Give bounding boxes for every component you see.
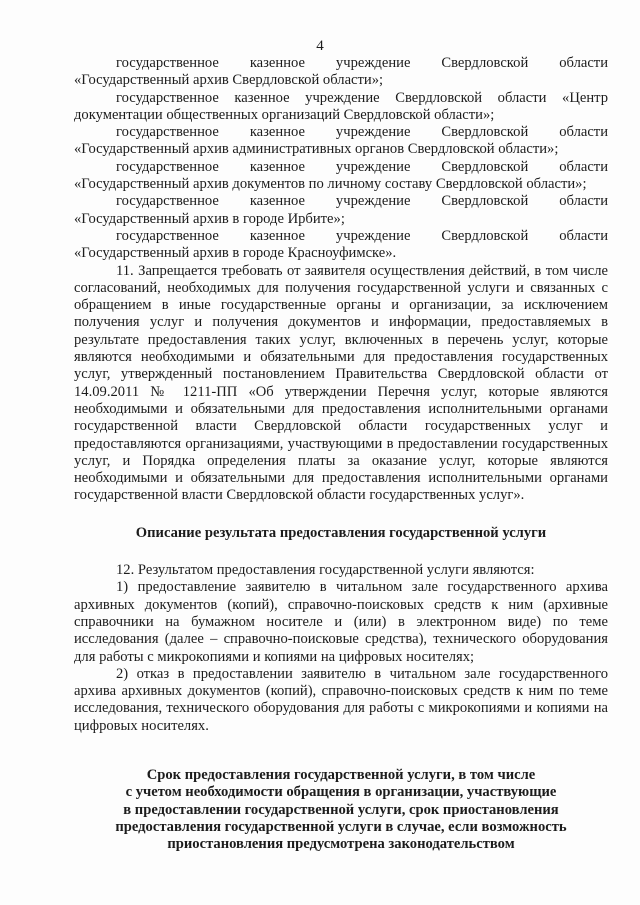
archive-item-5: государственное казенное учреждение Свердловской области «Государственный архив в городе Ирбите»; [74, 193, 608, 227]
archive-item-6: государственное казенное учреждение Свердловской области «Государственный архив в городе Красноуфимске». [74, 227, 608, 262]
archive-item-3: государственное казенное учреждение Свердловской области «Государственный архив административных органов Свердловской области»; [74, 124, 608, 158]
document-body [74, 55, 608, 853]
clause-12-intro: 12. Результатом предоставления государственной услуги являются: [116, 562, 535, 579]
clause-12-item-2: 2) отказ в предоставлении заявителю в читальном зале государственного архива архивных документов (копий), справочно-поисковых средств к ним по теме исследования, технического оборудования для работы с микрокопиями и копиями на цифровых носителях. [74, 665, 608, 734]
section-term-heading-line-1: Срок предоставления государственной услуги, в том числе [146, 766, 536, 783]
section-term-heading-line-4: предоставления государственной услуги в случае, если возможность [115, 818, 567, 835]
page-number: 4 [316, 38, 324, 54]
clause-12-item-1: 1) предоставление заявителю в читальном зале государственного архива архивных документов (копий), справочно-поисковых средств к ним (архивные справочники на бумажном носителе и (или) в электронном виде) по теме исследования (далее – справочно-поисковые средства), технического оборудования для работы с микрокопиями и копиями на цифровых носителях; [74, 579, 608, 665]
section-term-heading [74, 767, 608, 853]
archive-item-1: государственное казенное учреждение Свердловской области «Государственный архив Свердловской области»; [74, 55, 608, 89]
section-result-heading: Описание результата предоставления государственной услуги [135, 524, 547, 541]
section-term-heading-line-2: с учетом необходимости обращения в организации, участвующие [125, 784, 557, 801]
archive-item-4: государственное казенное учреждение Свердловской области «Государственный архив документов по личному составу Свердловской области»; [74, 158, 608, 193]
section-term-heading-line-5: приостановления предусмотрена законодательством [167, 836, 515, 853]
clause-11: 11. Запрещается требовать от заявителя осуществления действий, в том числе согласований, необходимых для получения государственной услуги и связанных с обращением в иные государственные органы и организации, за исключением получения услуг и получения документов и информации, предоставляемых в результате предоставления таких услуг, включенных в перечень услуг, которые являются необходимыми и обязательными для предоставления государственных услуг, утвержденный постановлением Правительства Свердловской области от 14.09.2011 № 1211-ПП «Об утверждении Перечня услуг, которые являются необходимыми и обязательными для предоставления исполнительными органами государственной власти Свердловской области государственных услуг и предоставляются организациями, участвующими в предоставлении государственных услуг, и Порядка определения платы за оказание услуг, которые являются необходимыми и обязательными для предоставления исполнительными органами государственной власти Свердловской области государственных услуг». [74, 262, 608, 504]
section-term-heading-line-3: в предоставлении государственной услуги, срок приостановления [123, 801, 559, 818]
archive-item-2: государственное казенное учреждение Свердловской области «Центр документации общественных организаций Свердловской области»; [74, 89, 608, 123]
